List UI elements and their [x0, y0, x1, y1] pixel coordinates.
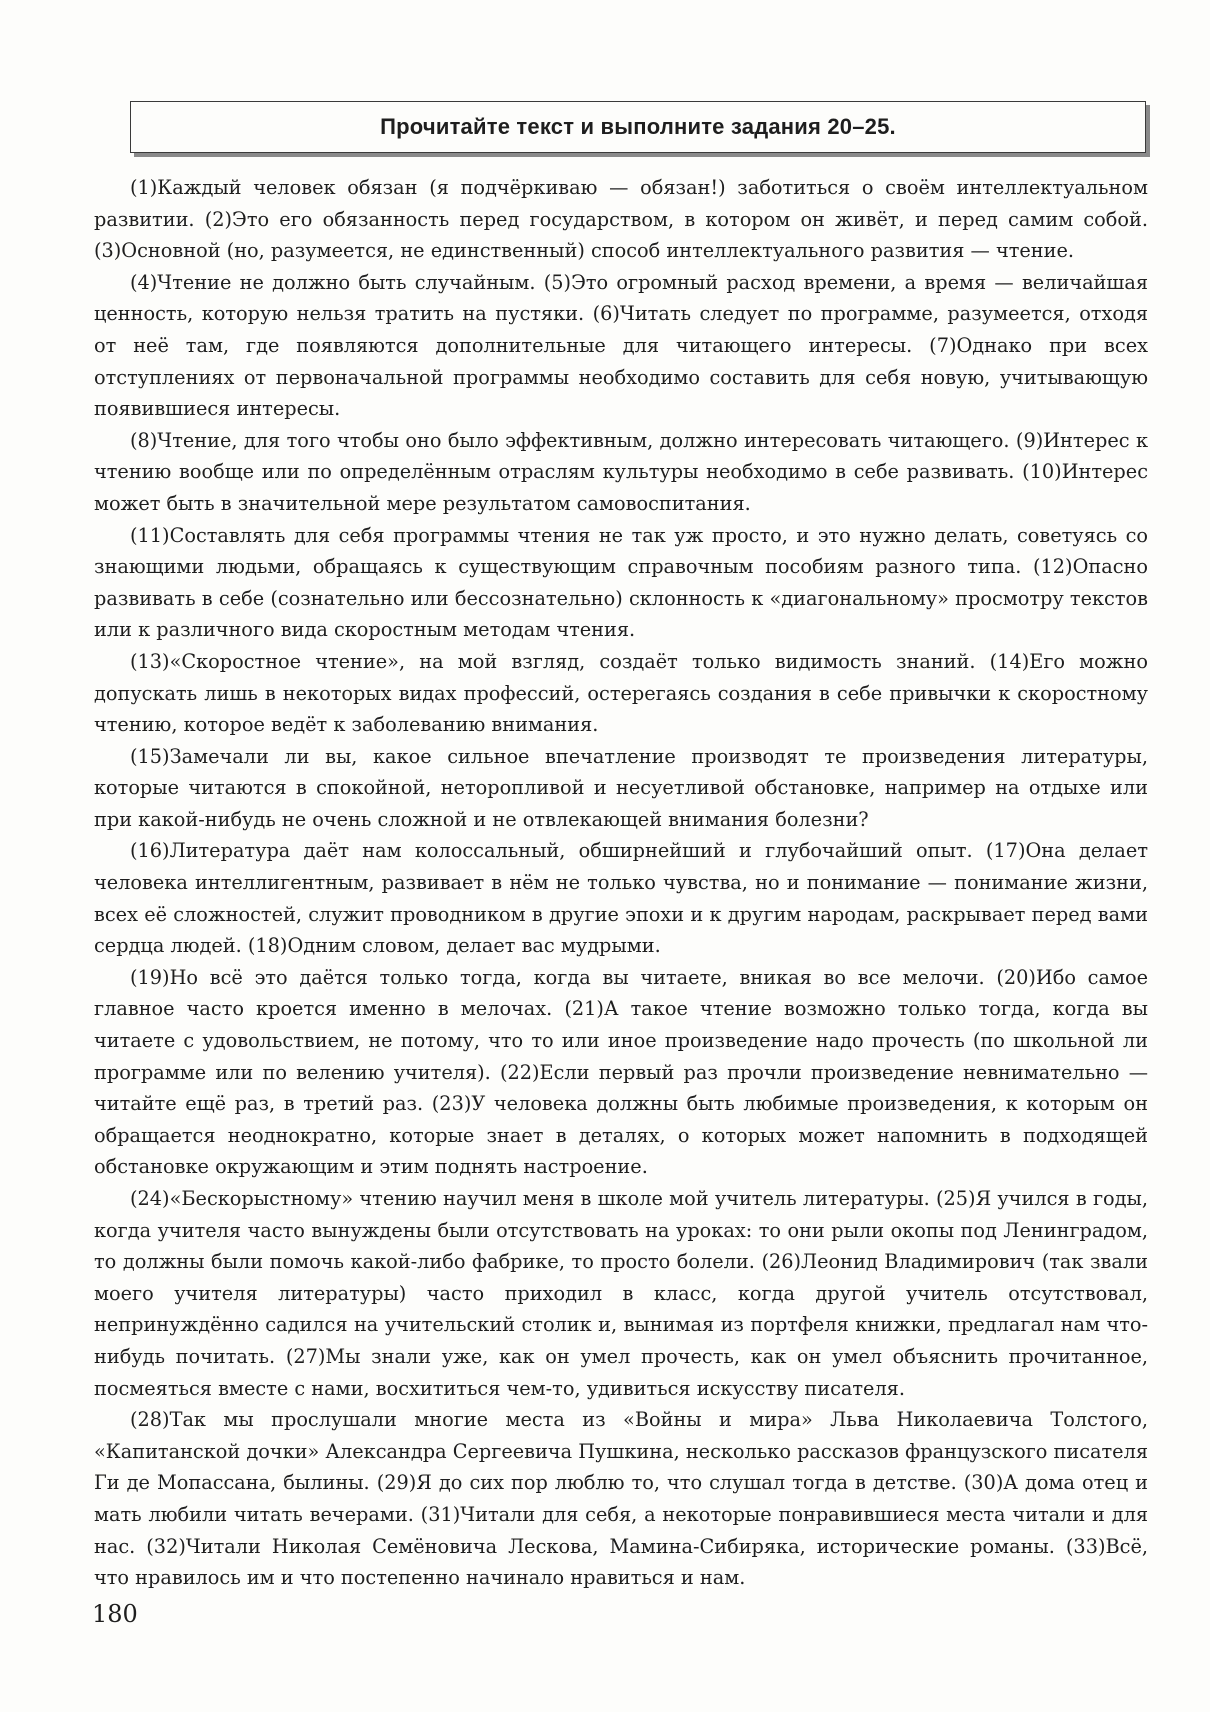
- task-instruction-box: [130, 101, 1146, 153]
- paragraph-7: (16)Литература даёт нам колоссальный, обширнейший и глубочайший опыт. (17)Она делает человека интеллигентным, развивает в нём не только чувства, но и понимание — понимание жизни, всех её сложностей, служит проводником в другие эпохи и к другим народам, раскрывает перед вами сердца людей. (18)Одним словом, делает вас мудрыми.: [94, 839, 1148, 958]
- paragraph-8: (19)Но всё это даётся только тогда, когда вы читаете, вникая во все мелочи. (20)Ибо самое главное часто кроется именно в мелочах. (21)А такое чтение возможно только тогда, когда вы читаете с удовольствием, не потому, что то или иное произведение надо прочесть (по школьной ли программе или по велению учителя). (22)Если первый раз прочли произведение невнимательно — читайте ещё раз, в третий раз. (23)У человека должны быть любимые произведения, к которым он обращается неоднократно, которые знает в деталях, о которых может напомнить в подходящей обстановке окружающим и этим поднять настроение.: [94, 965, 1148, 1179]
- paragraph-9: (24)«Бескорыстному» чтению научил меня в школе мой учитель литературы. (25)Я учился в годы, когда учителя часто вынуждены были отсутствовать на уроках: то они рыли окопы под Ленинградом, то должны были помочь какой-либо фабрике, то просто болели. (26)Леонид Владимирович (так звали моего учителя литературы) часто приходил в класс, когда другой учитель отсутствовал, непринуждённо садился на учительский столик и, вынимая из портфеля книжки, предлагал нам что-нибудь почитать. (27)Мы знали уже, как он умел прочесть, как он умел объяснить прочитанное, посмеяться вместе с нами, восхититься чем-то, удивиться искусству писателя.: [94, 1187, 1148, 1400]
- reading-text: [94, 172, 1148, 1594]
- paragraph-1: (1)Каждый человек обязан (я подчёркиваю — обязан!) заботиться о своём интеллектуальном развитии. (2)Это его обязанность перед государством, в котором он живёт, и перед самим собой. (3)Основной (но, разумеется, не единственный) способ интеллектуального развития — чтение.: [94, 176, 1148, 263]
- paragraph-2: (4)Чтение не должно быть случайным. (5)Это огромный расход времени, а время — величайшая ценность, которую нельзя тратить на пустяки. (6)Читать следует по программе, разумеется, отходя от неё там, где появляются дополнительные для читающего интересы. (7)Однако при всех отступлениях от первоначальной программы необходимо составить для себя новую, учитывающую появившиеся интересы.: [94, 270, 1148, 421]
- paragraph-3: (8)Чтение, для того чтобы оно было эффективным, должно интересовать читающего. (9)Интерес к чтению вообще или по определённым отраслям культуры необходимо в себе развивать. (10)Интерес может быть в значительной мере результатом самовоспитания.: [94, 428, 1148, 515]
- paragraph-10: (28)Так мы прослушали многие места из «Войны и мира» Льва Николаевича Толстого, «Капитанской дочки» Александра Сергеевича Пушкина, несколько рассказов французского писателя Ги де Мопассана, былины. (29)Я до сих пор люблю то, что слушал тогда в детстве. (30)А дома отец и мать любили читать вечерами. (31)Читали для себя, а некоторые понравившиеся места читали и для нас. (32)Читали Николая Семёновича Лескова, Мамина-Сибиряка, исторические романы. (33)Всё, что нравилось им и что постепенно начинало нравиться и нам.: [94, 1408, 1148, 1590]
- paragraph-5: (13)«Скоростное чтение», на мой взгляд, создаёт только видимость знаний. (14)Его можно допускать лишь в некоторых видах профессий, остерегаясь создания в себе привычки к скоростному чтению, которое ведёт к заболеванию внимания.: [94, 649, 1148, 737]
- paragraph-6: (15)Замечали ли вы, какое сильное впечатление производят те произведения литературы, которые читаются в спокойной, неторопливой и несуетливой обстановке, например на отдыхе или при какой-нибудь не очень сложной и не отвлекающей внимания болезни?: [94, 744, 1148, 831]
- paragraph-4: (11)Составлять для себя программы чтения не так уж просто, и это нужно делать, советуясь со знающими людьми, обращаясь к существующим справочным пособиям разного типа. (12)Опасно развивать в себе (сознательно или бессознательно) склонность к «диагональному» просмотру текстов или к различного вида скоростным методам чтения.: [94, 523, 1148, 642]
- page-number: 180: [92, 1600, 138, 1628]
- task-instruction: Прочитайте текст и выполните задания 20–25.: [380, 114, 896, 139]
